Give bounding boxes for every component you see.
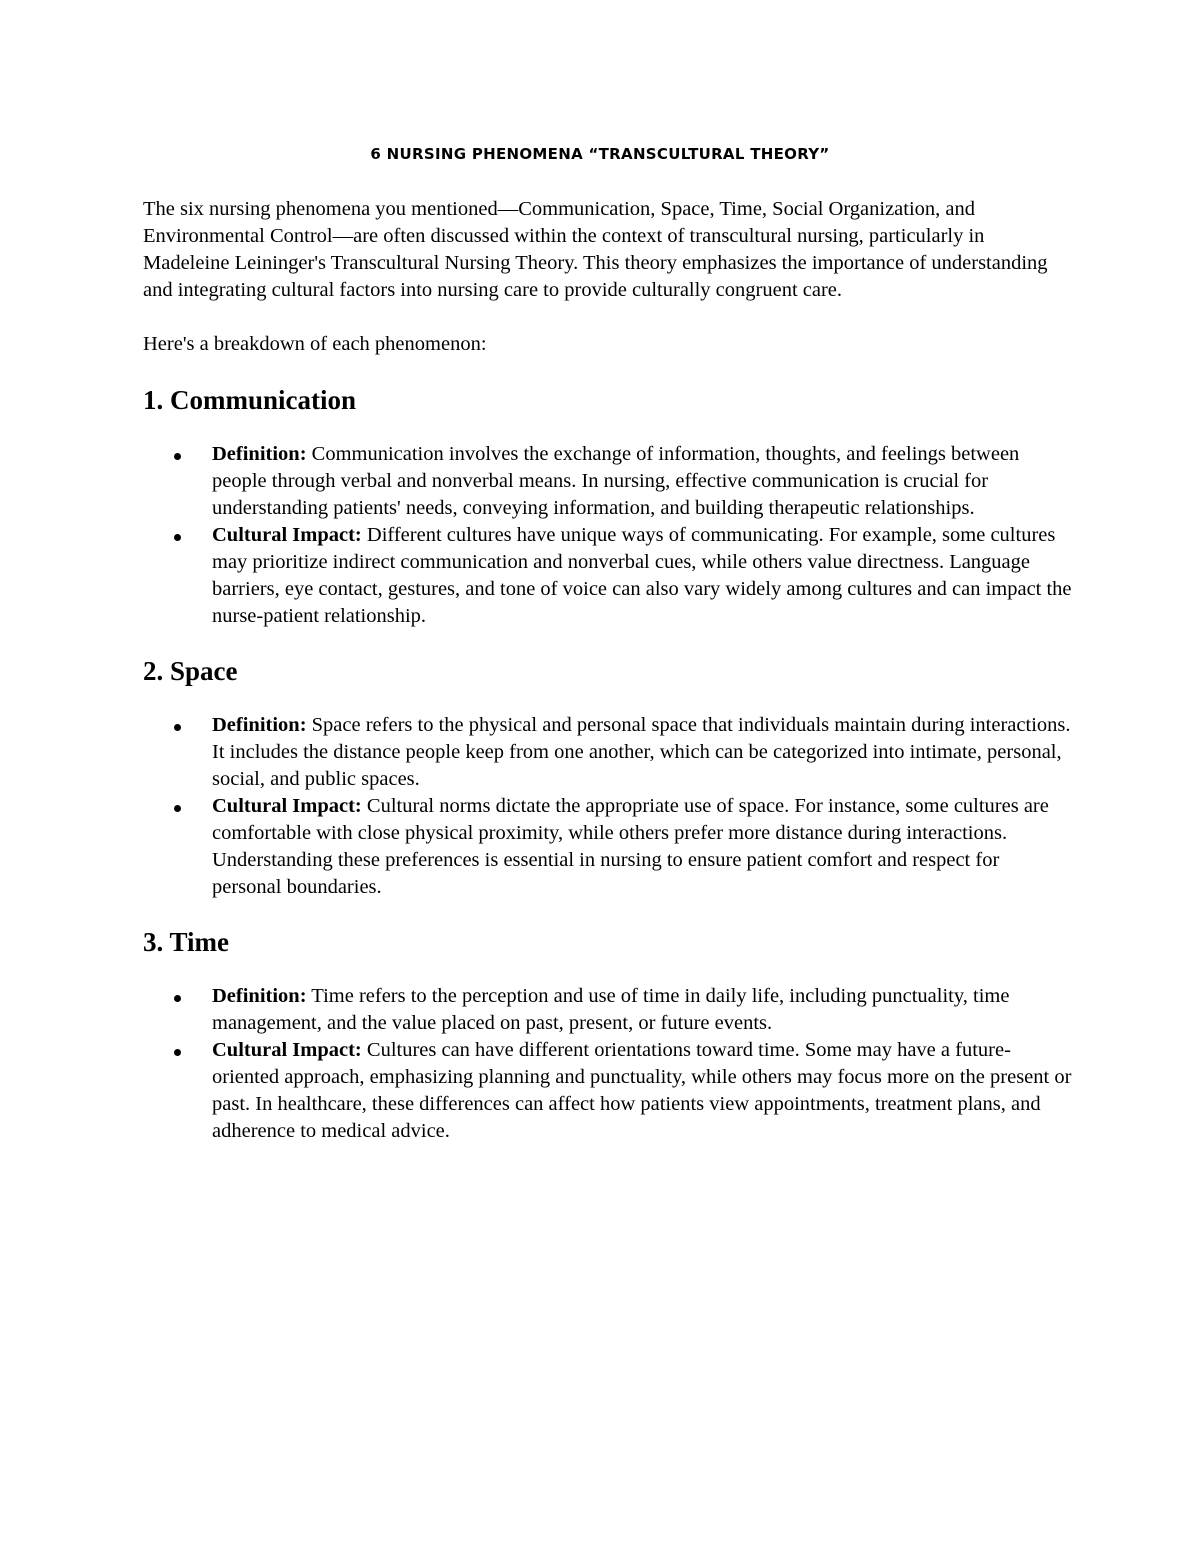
- section-time: [143, 927, 1073, 1145]
- section-heading: 3. Time: [143, 927, 230, 957]
- section-heading: 1. Communication: [143, 385, 357, 415]
- list-item: [212, 983, 1073, 1037]
- section-heading: 2. Space: [143, 656, 238, 686]
- item-label: Cultural Impact:: [212, 524, 362, 546]
- section-space: [143, 656, 1073, 901]
- item-text: Cultures can have different orientations toward time. Some may have a future-oriented approach, emphasizing planning and punctuality, while others may focus more on the present or past. In healthcare, these differences can affect how patients view appointments, treatment plans, and adherence to medical advice.: [212, 1039, 1072, 1142]
- list-item: [212, 1037, 1073, 1145]
- list-item: [212, 712, 1073, 793]
- section-bullet-list: [143, 983, 1073, 1145]
- list-item: [212, 793, 1073, 901]
- bullet-icon: [174, 534, 181, 541]
- item-label: Cultural Impact:: [212, 1039, 362, 1061]
- item-text: Time refers to the perception and use of time in daily life, including punctuality, time management, and the value placed on past, present, or future events.: [212, 985, 1010, 1034]
- bullet-icon: [174, 995, 181, 1002]
- list-item: [212, 441, 1073, 522]
- section-bullet-list: [143, 441, 1073, 630]
- item-label: Definition:: [212, 443, 307, 465]
- bullet-icon: [174, 1049, 181, 1056]
- item-text: Communication involves the exchange of information, thoughts, and feelings between people through verbal and nonverbal means. In nursing, effective communication is crucial for understanding patients' needs, conveying information, and building therapeutic relationships.: [212, 443, 1020, 519]
- list-item: [212, 522, 1073, 630]
- section-bullet-list: [143, 712, 1073, 901]
- item-label: Definition:: [212, 714, 307, 736]
- intro-paragraph: The six nursing phenomena you mentioned—Communication, Space, Time, Social Organization, and Environmental Control—are often discussed within the context of transcultural nursing, particularly in Madeleine Leininger's Transcultural Nursing Theory. This theory emphasizes the importance of understanding and integrating cultural factors into nursing care to provide culturally congruent care.: [143, 198, 1048, 301]
- bullet-icon: [174, 453, 181, 460]
- bullet-icon: [174, 805, 181, 812]
- item-label: Cultural Impact:: [212, 795, 362, 817]
- section-communication: [143, 385, 1073, 630]
- bullet-icon: [174, 724, 181, 731]
- document-title: 6 NURSING PHENOMENA “TRANSCULTURAL THEORY”: [370, 145, 830, 163]
- item-text: Different cultures have unique ways of communicating. For example, some cultures may prioritize indirect communication and nonverbal cues, while others value directness. Language barriers, eye contact, gestures, and tone of voice can also vary widely among cultures and can impact the nurse-patient relationship.: [212, 524, 1072, 627]
- document-body: [143, 196, 1073, 1171]
- item-label: Definition:: [212, 985, 307, 1007]
- breakdown-lead: Here's a breakdown of each phenomenon:: [143, 333, 487, 355]
- item-text: Cultural norms dictate the appropriate use of space. For instance, some cultures are comfortable with close physical proximity, while others prefer more distance during interactions. Understanding these preferences is essential in nursing to ensure patient comfort and respect for personal boundaries.: [212, 795, 1049, 898]
- item-text: Space refers to the physical and personal space that individuals maintain during interactions. It includes the distance people keep from one another, which can be categorized into intimate, personal, social, and public spaces.: [212, 714, 1071, 790]
